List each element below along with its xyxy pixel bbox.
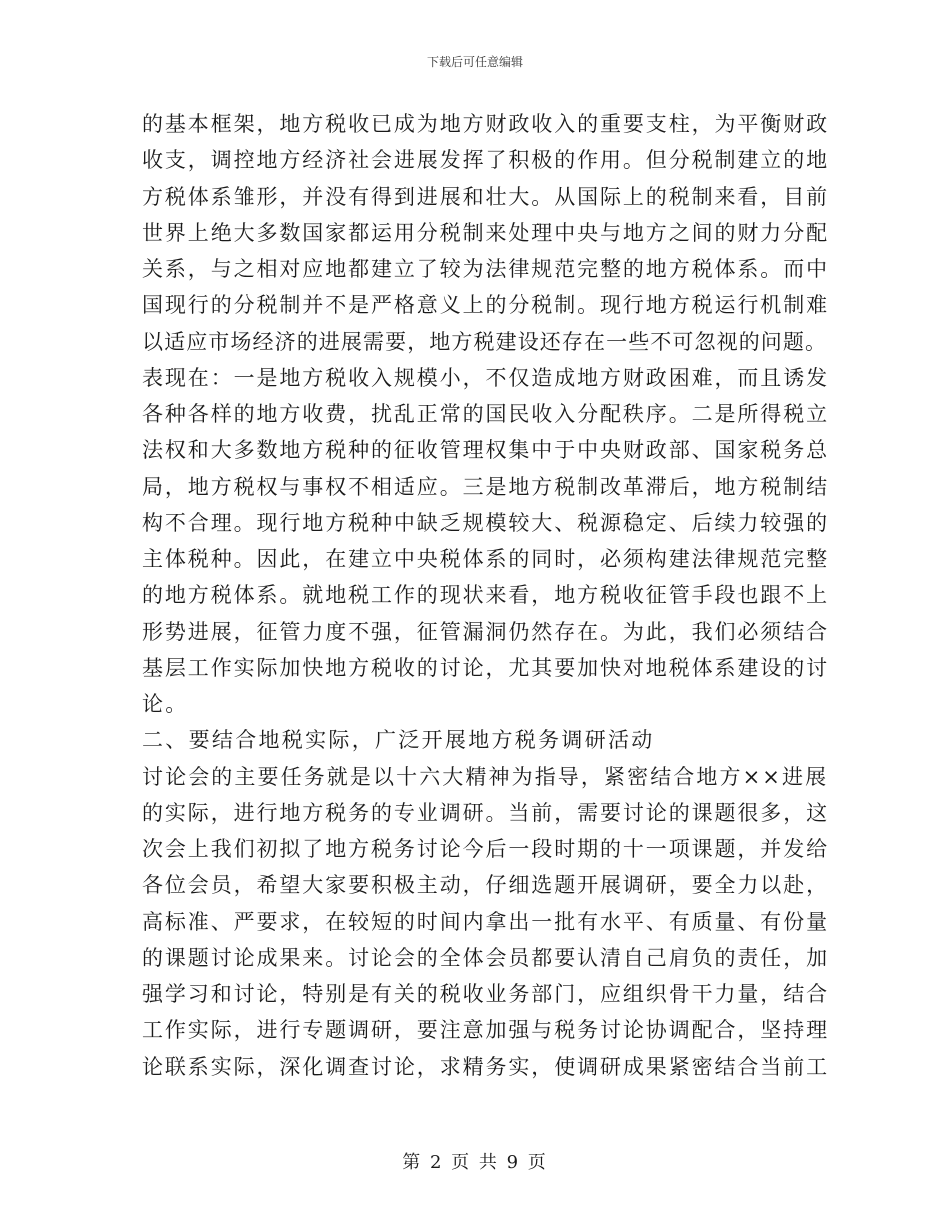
body-line: 工作实际，进行专题调研，要注意加强与税务讨论协调配合，坚持理 <box>142 1018 829 1043</box>
body-line: 各种各样的地方收费，扰乱正常的国民收入分配秩序。二是所得税立 <box>142 402 829 426</box>
body-line: 基层工作实际加快地方税收的讨论，尤其要加快对地税体系建设的讨 <box>142 655 829 680</box>
body-line: 的基本框架，地方税收已成为地方财政收入的重要支柱，为平衡财政 <box>142 112 829 136</box>
body-line: 高标准、严要求，在较短的时间内拿出一批有水平、有质量、有份量 <box>142 909 829 934</box>
body-line: 各位会员，希望大家要积极主动，仔细选题开展调研，要全力以赴， <box>142 873 829 898</box>
body-line: 世界上绝大多数国家都运用分税制来处理中央与地方之间的财力分配 <box>142 220 829 245</box>
body-line: 主体税种。因此，在建立中央税体系的同时，必须构建法律规范完整 <box>142 547 829 571</box>
body-line: 收支，调控地方经济社会进展发挥了积极的作用。但分税制建立的地 <box>142 148 829 173</box>
body-line: 的课题讨论成果来。讨论会的全体会员都要认清自己肩负的责任，加 <box>142 945 829 970</box>
body-line: 构不合理。现行地方税种中缺乏规模较大、税源稳定、后续力较强的 <box>142 510 829 535</box>
body-line: 国现行的分税制并不是严格意义上的分税制。现行地方税运行机制难 <box>142 293 829 318</box>
body-line: 表现在：一是地方税收入规模小，不仅造成地方财政困难，而且诱发 <box>142 365 829 390</box>
page-header: 下载后可任意编辑 <box>426 55 523 69</box>
body-line: 的地方税体系。就地税工作的现状来看，地方税收征管手段也跟不上 <box>142 583 829 608</box>
body-line: 法权和大多数地方税种的征收管理权集中于中央财政部、国家税务总 <box>142 438 829 463</box>
body-line: 局，地方税权与事权不相适应。三是地方税制改革滞后，地方税制结 <box>142 474 829 499</box>
body-line: 强学习和讨论，特别是有关的税收业务部门，应组织骨干力量，结合 <box>142 982 829 1006</box>
document-body <box>142 108 832 1087</box>
page-number: 第 2 页 共 9 页 <box>402 1152 548 1173</box>
body-line: 关系，与之相对应地都建立了较为法律规范完整的地方税体系。而中 <box>142 257 829 281</box>
section-heading: 二、要结合地税实际，广泛开展地方税务调研活动 <box>142 728 655 753</box>
body-line: 的实际，进行地方税务的专业调研。当前，需要讨论的课题很多，这 <box>142 800 829 825</box>
body-line: 方税体系雏形，并没有得到进展和壮大。从国际上的税制来看，目前 <box>142 184 829 209</box>
body-line: 以适应市场经济的进展需要，地方税建设还存在一些不可忽视的问题。 <box>142 329 828 354</box>
body-line: 论联系实际，深化调查讨论，求精务实，使调研成果紧密结合当前工 <box>142 1054 829 1079</box>
body-line: 次会上我们初拟了地方税务讨论今后一段时期的十一项课题，并发给 <box>142 837 829 861</box>
body-line: 形势进展，征管力度不强，征管漏洞仍然存在。为此，我们必须结合 <box>142 619 829 644</box>
body-line: 论。 <box>142 692 189 716</box>
body-line: 讨论会的主要任务就是以十六大精神为指导，紧密结合地方××进展 <box>142 764 829 789</box>
